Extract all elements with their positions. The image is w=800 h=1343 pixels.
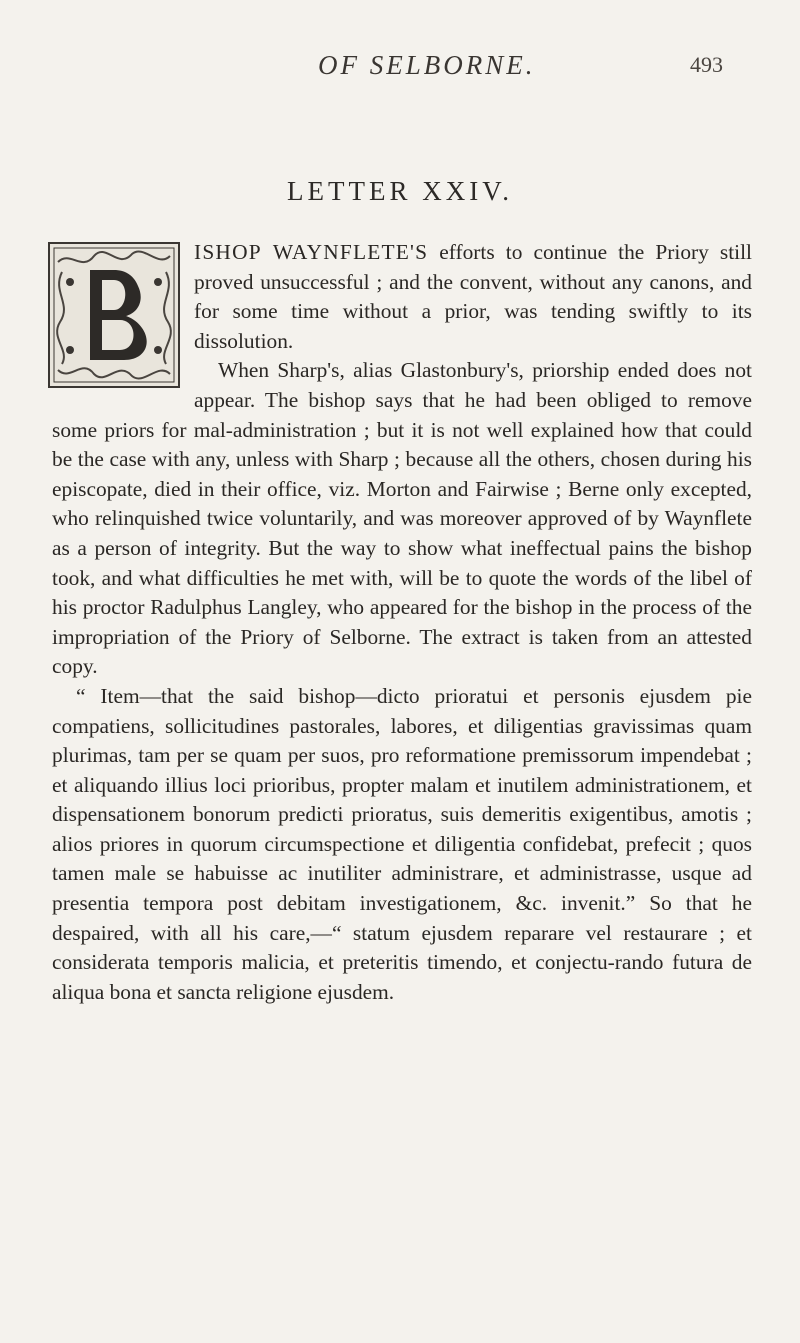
paragraph-3: “ Item—that the said bishop—dicto prioratui et personis ejusdem pie compatiens, sollicitudines pastorales, labores, et diligentias gravissimas quam plurimas, tam per se quam per suos, pro reformatione premissorum impendebat ; et aliquando illius loci prioribus, propter malam et inutilem administrationem, et dispensationem bonorum predicti prioratus, suis demeritis exigentibus, amotis ; alios priores in quorum circumspectione et diligentia confidebat, prefecit ; quos tamen male se habuisse ac inutiliter administrare, et administrasse, usque ad presentia tempora post debitam investigationem, &c. invenit.” So that he despaired, with all his care,—“ statum ejusdem reparare vel restaurare ; et considerata temporis malicia, et preteritis timendo, et conjectu-rando futura de aliqua bona et sancta religione ejusdem. [52,683,752,1004]
paragraph-1: efforts to continue the Priory still proved unsuccessful ; and the convent, without any canons, and for some time without a prior, was tending swiftly to its dissolution. [194,240,752,353]
letter-heading: LETTER XXIV. [287,176,513,206]
page-number: 493 [690,52,723,77]
letter-body [52,238,752,1007]
opening-caps: ISHOP WAYNFLETE'S [194,240,429,264]
opening-paragraph [52,238,752,356]
ornamental-initial-b-icon [48,242,180,388]
running-head [0,50,800,90]
running-title: OF SELBORNE. [318,50,536,80]
paragraph-2: When Sharp's, alias Glastonbury's, priorship ended does not appear. The bishop says that he had been obliged to remove some priors for mal-administration ; but it is not well explained how that could be the case with any, unless with Sharp ; because all the others, chosen during his episcopate, died in their office, viz. Morton and Fairwise ; Berne only excepted, who relinquished twice voluntarily, and was moreover approved of by Waynflete as a person of integrity. But the way to show what ineffectual pains the bishop took, and what difficulties he met with, will be to quote the words of the libel of his proctor Radulphus Langley, who appeared for the bishop in the process of the impropriation of the Priory of Selborne. The extract is taken from an attested copy. [52,358,752,679]
